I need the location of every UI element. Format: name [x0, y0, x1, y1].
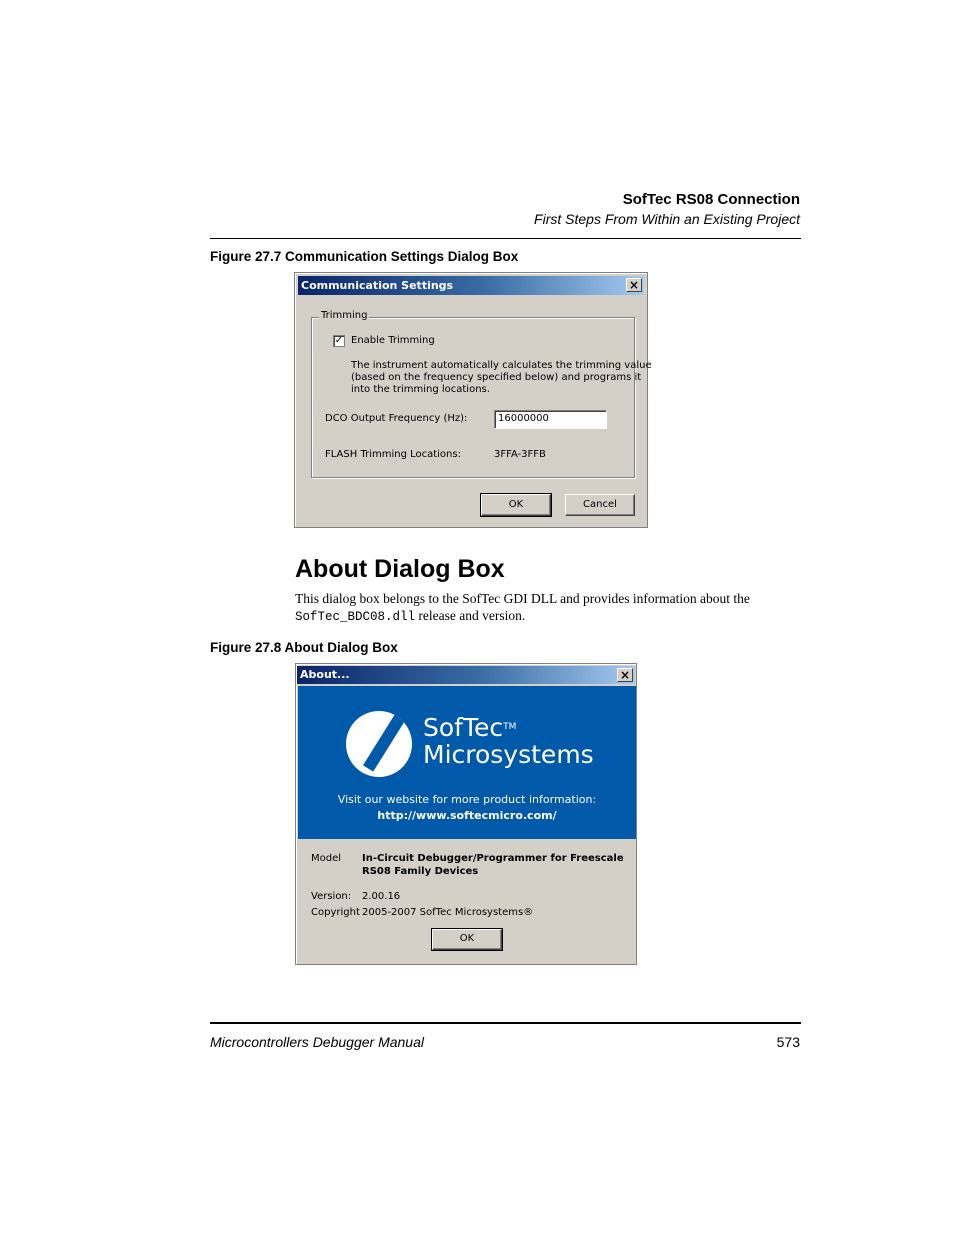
about-ok-button[interactable]: OK — [432, 929, 502, 950]
running-header-title: SofTec RS08 Connection — [622, 191, 800, 208]
section-paragraph — [295, 590, 800, 626]
brand-line-2: Microsystems — [423, 740, 594, 769]
enable-trimming-checkbox[interactable]: ✓ — [334, 335, 344, 346]
dco-frequency-input[interactable]: 16000000 — [494, 410, 607, 429]
version-label: Version: — [311, 891, 352, 902]
softec-logo-icon — [346, 711, 412, 777]
model-label: Model — [311, 853, 342, 864]
ok-button[interactable]: OK — [481, 494, 551, 516]
close-icon[interactable]: × — [617, 668, 633, 682]
flash-trimming-label: FLASH Trimming Locations: — [325, 449, 461, 460]
brand-line-1: SofTec — [423, 713, 504, 742]
flash-trimming-value: 3FFA-3FFB — [494, 449, 546, 460]
figure-caption-27-7: Figure 27.7 Communication Settings Dialog Box — [210, 249, 519, 264]
trimming-description-line-3: into the trimming locations. — [351, 384, 490, 395]
visit-website-text: Visit our website for more product information: — [337, 793, 597, 806]
dco-frequency-label: DCO Output Frequency (Hz): — [325, 413, 468, 424]
paragraph-text-1: This dialog box belongs to the SofTec GDI DLL and provides information about the — [295, 591, 750, 606]
brand-name — [423, 714, 594, 768]
trimming-group-label: Trimming — [321, 310, 368, 321]
dialog-title: Communication Settings — [301, 279, 454, 292]
cancel-button[interactable]: Cancel — [565, 494, 635, 516]
copyright-label: Copyright — [311, 907, 360, 918]
trademark: TM — [503, 722, 517, 732]
about-title-bar[interactable] — [297, 666, 635, 684]
figure-caption-27-8: Figure 27.8 About Dialog Box — [210, 640, 398, 655]
website-link[interactable]: http://www.softecmicro.com/ — [377, 809, 557, 822]
about-dialog — [295, 663, 637, 965]
running-header-subtitle: First Steps From Within an Existing Project — [534, 211, 800, 227]
page-number: 573 — [776, 1034, 800, 1050]
model-value-line-1: In-Circuit Debugger/Programmer for Freescale — [362, 853, 624, 864]
softec-banner — [298, 686, 636, 839]
dialog-title-bar[interactable] — [298, 276, 644, 295]
version-value: 2.00.16 — [362, 891, 401, 902]
section-heading: About Dialog Box — [295, 555, 505, 583]
enable-trimming-label[interactable]: Enable Trimming — [351, 335, 435, 346]
footer-manual-title: Microcontrollers Debugger Manual — [210, 1034, 424, 1050]
model-value-line-2: RS08 Family Devices — [362, 866, 479, 877]
copyright-value: 2005-2007 SofTec Microsystems® — [362, 907, 534, 918]
header-rule — [210, 238, 801, 239]
communication-settings-dialog — [294, 272, 652, 528]
footer-rule — [210, 1022, 801, 1024]
trimming-description-line-1: The instrument automatically calculates the trimming value — [351, 360, 652, 371]
dll-filename: SofTec_BDC08.dll — [295, 610, 416, 624]
about-dialog-title: About... — [300, 668, 350, 681]
close-icon[interactable]: × — [626, 278, 642, 292]
paragraph-text-2: release and version. — [415, 608, 526, 623]
trimming-description-line-2: (based on the frequency specified below) and programs it — [351, 372, 642, 383]
